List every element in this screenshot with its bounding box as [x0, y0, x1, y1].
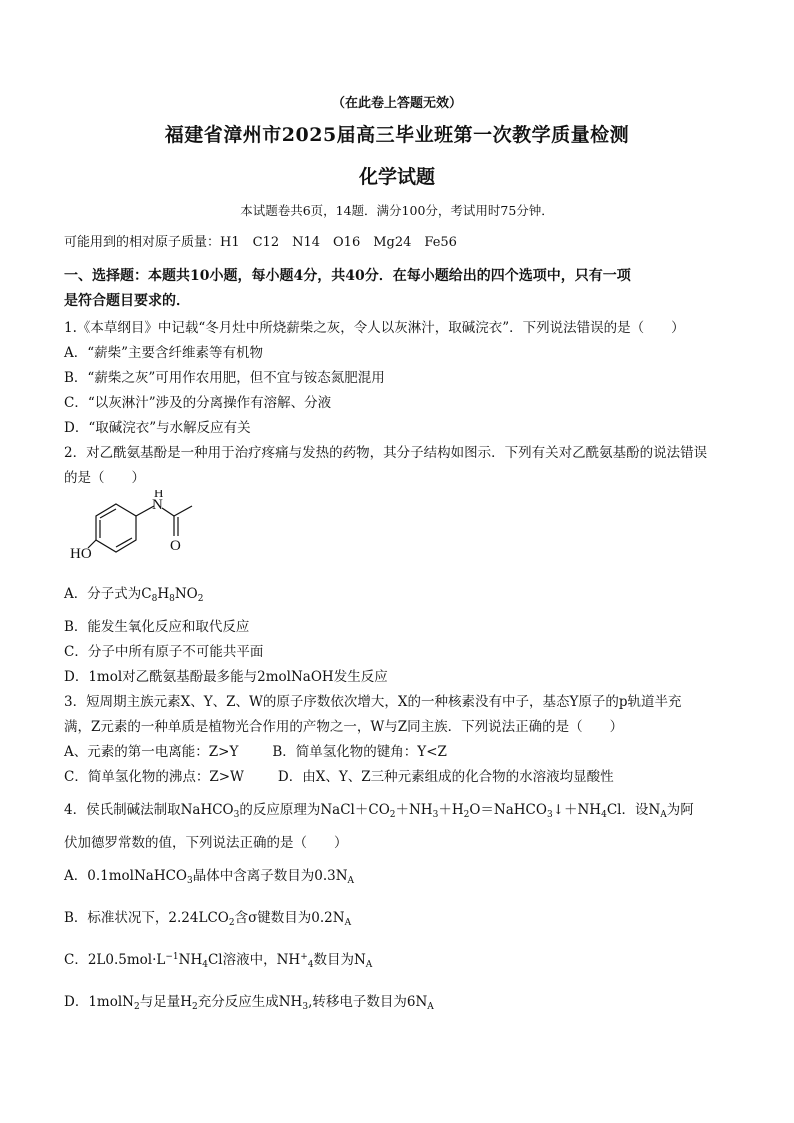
q4-option-d: D．1molN$_2$与足量$H_2$充分反应生成$NH_3$,转移电子数目为$6N_A$: [64, 994, 434, 1012]
q2-option-a: A．分子式为$C_8H_8NO_2$: [64, 586, 204, 604]
exam-subject: 化学试题: [358, 166, 435, 188]
q1-stem: 1.《本草纲目》中记载“冬月灶中所烧薪柴之灰，令人以灰淋汁，取碱浣衣”．下列说法错误的是（ ）: [64, 320, 685, 336]
q2-stem-cont: 的是（ ）: [64, 470, 145, 486]
q2-option-c: C．分子中所有原子不可能共平面: [64, 644, 264, 660]
q3-option-c: C．简单氢化物的沸点：Z>W: [64, 769, 244, 785]
exam-title: 福建省漳州市2025届高三毕业班第一次教学质量检测: [164, 124, 630, 146]
section-heading: 一、选择题：本题共10小题，每小题4分，共40分．在每小题给出的四个选项中，只有一项: [64, 268, 631, 284]
q3-options-cd: [64, 765, 614, 785]
q4-stem: 4．侯氏制碱法制取NaHCO$_3$的反应原理为$NaCl+CO_2+NH_3+H_2O=NaHCO_3↓+NH_4Cl$．设$N_A$为阿: [64, 802, 694, 820]
q2-stem: 2．对乙酰氨基酚是一种用于治疗疼痛与发热的药物，其分子结构如图示．下列有关对乙酰氨基酚的说法错误: [64, 445, 708, 461]
q3-stem: 3．短周期主族元素X、Y、Z、W的原子序数依次增大，X的一种核素没有中子，基态Y原子的p轨道半充: [64, 694, 682, 710]
section-heading-cont: 是符合题目要求的．: [64, 293, 190, 309]
q2-option-d: D．1mol对乙酰氨基酚最多能与2molNaOH发生反应: [64, 669, 388, 685]
q3-stem-cont: 满，Z元素的一种单质是植物光合作用的产物之一，W与Z同主族．下列说法正确的是（ ）: [64, 719, 624, 735]
mol-n-label: N: [152, 497, 163, 513]
mol-h-label: H: [154, 490, 164, 500]
q1-option-d: D．“取碱浣衣”与水解反应有关: [64, 420, 251, 436]
q4-option-b: B．标准状况下，$2.24LCO_2$含σ键数目为$0.2N_A$: [64, 910, 352, 928]
q4-stem-cont: 伏加德罗常数的值，下列说法正确的是（ ）: [64, 835, 348, 851]
q2-option-b: B．能发生氧化反应和取代反应: [64, 619, 250, 635]
acetaminophen-structure: [70, 490, 210, 565]
exam-info: 本试题卷共6页，14题．满分100分，考试用时75分钟．: [240, 203, 554, 218]
q1-option-c: C．“以灰淋汁”涉及的分离操作有溶解、分液: [64, 395, 332, 411]
mol-ho-label: HO: [70, 546, 92, 562]
mol-o-label: O: [170, 538, 181, 554]
q4-option-a: A．0.1molNaHCO$_3$晶体中含离子数目为$0.3N_A$: [64, 868, 355, 886]
exam-notice: （在此卷上答题无效）: [331, 96, 462, 111]
q3-option-d: D．由X、Y、Z三种元素组成的化合物的水溶液均显酸性: [277, 769, 614, 785]
q3-option-b: B．简单氢化物的键角：Y<Z: [272, 744, 447, 760]
q1-option-b: B．“薪柴之灰”可用作农用肥，但不宜与铵态氮肥混用: [64, 370, 385, 386]
q3-options-ab: [64, 740, 447, 760]
q4-option-c: C．$2L0.5mol\cdot L^{-1}NH_4Cl$溶液中，$NH^+_4$数目为$N_A$: [64, 952, 373, 970]
q3-option-a: A、元素的第一电离能：Z>Y: [64, 744, 239, 760]
q1-option-a: A．“薪柴”主要含纤维素等有机物: [64, 345, 264, 361]
atomic-masses: 可能用到的相对原子质量：H1 C12 N14 O16 Mg24 Fe56: [64, 235, 457, 250]
